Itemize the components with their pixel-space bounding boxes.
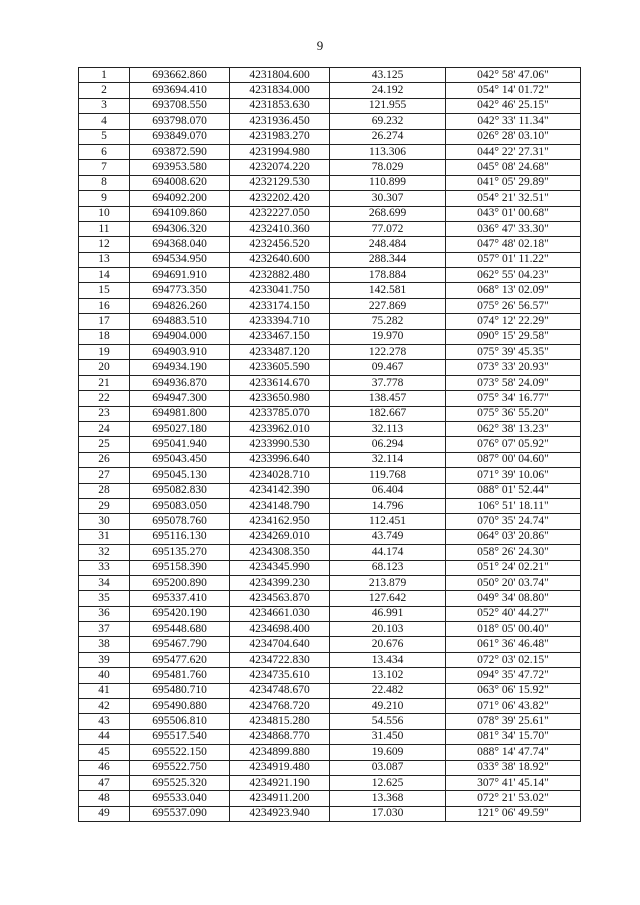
distance-cell: 22.482 bbox=[330, 683, 446, 698]
bearing-cell: 018° 05' 00.40" bbox=[446, 622, 581, 637]
x-coordinate-cell: 695522.750 bbox=[130, 760, 230, 775]
bearing-cell: 047° 48' 02.18" bbox=[446, 237, 581, 252]
point-number-cell: 3 bbox=[79, 98, 130, 113]
distance-cell: 119.768 bbox=[330, 468, 446, 483]
y-coordinate-cell: 4234148.790 bbox=[230, 498, 330, 513]
coordinates-table bbox=[78, 67, 581, 822]
x-coordinate-cell: 695078.760 bbox=[130, 514, 230, 529]
point-number-cell: 34 bbox=[79, 575, 130, 590]
x-coordinate-cell: 695043.450 bbox=[130, 452, 230, 467]
bearing-cell: 045° 08' 24.68" bbox=[446, 160, 581, 175]
y-coordinate-cell: 4233962.010 bbox=[230, 421, 330, 436]
point-number-cell: 14 bbox=[79, 268, 130, 283]
table-row bbox=[79, 714, 581, 729]
bearing-cell: 041° 05' 29.89" bbox=[446, 175, 581, 190]
y-coordinate-cell: 4233785.070 bbox=[230, 406, 330, 421]
bearing-cell: 075° 34' 16.77" bbox=[446, 391, 581, 406]
distance-cell: 24.192 bbox=[330, 83, 446, 98]
point-number-cell: 21 bbox=[79, 375, 130, 390]
bearing-cell: 049° 34' 08.80" bbox=[446, 591, 581, 606]
y-coordinate-cell: 4232074.220 bbox=[230, 160, 330, 175]
point-number-cell: 15 bbox=[79, 283, 130, 298]
bearing-cell: 075° 36' 55.20" bbox=[446, 406, 581, 421]
point-number-cell: 10 bbox=[79, 206, 130, 221]
y-coordinate-cell: 4231804.600 bbox=[230, 68, 330, 83]
x-coordinate-cell: 695158.390 bbox=[130, 560, 230, 575]
x-coordinate-cell: 695337.410 bbox=[130, 591, 230, 606]
page-number: 9 bbox=[316, 38, 324, 53]
bearing-cell: 078° 39' 25.61" bbox=[446, 714, 581, 729]
point-number-cell: 47 bbox=[79, 775, 130, 790]
bearing-cell: 054° 14' 01.72" bbox=[446, 83, 581, 98]
distance-cell: 19.970 bbox=[330, 329, 446, 344]
distance-cell: 20.676 bbox=[330, 637, 446, 652]
y-coordinate-cell: 4232227.050 bbox=[230, 206, 330, 221]
bearing-cell: 043° 01' 00.68" bbox=[446, 206, 581, 221]
y-coordinate-cell: 4233614.670 bbox=[230, 375, 330, 390]
y-coordinate-cell: 4234923.940 bbox=[230, 806, 330, 821]
table-row bbox=[79, 745, 581, 760]
point-number-cell: 49 bbox=[79, 806, 130, 821]
table-row bbox=[79, 545, 581, 560]
point-number-cell: 18 bbox=[79, 329, 130, 344]
point-number-cell: 13 bbox=[79, 252, 130, 267]
y-coordinate-cell: 4232410.360 bbox=[230, 221, 330, 236]
distance-cell: 49.210 bbox=[330, 699, 446, 714]
y-coordinate-cell: 4234661.030 bbox=[230, 606, 330, 621]
table-row bbox=[79, 114, 581, 129]
distance-cell: 31.450 bbox=[330, 729, 446, 744]
bearing-cell: 050° 20' 03.74" bbox=[446, 575, 581, 590]
bearing-cell: 075° 26' 56.57" bbox=[446, 298, 581, 313]
bearing-cell: 088° 01' 52.44" bbox=[446, 483, 581, 498]
table-row bbox=[79, 729, 581, 744]
y-coordinate-cell: 4231936.450 bbox=[230, 114, 330, 129]
x-coordinate-cell: 693849.070 bbox=[130, 129, 230, 144]
table-row bbox=[79, 252, 581, 267]
y-coordinate-cell: 4232640.600 bbox=[230, 252, 330, 267]
x-coordinate-cell: 694981.800 bbox=[130, 406, 230, 421]
point-number-cell: 27 bbox=[79, 468, 130, 483]
x-coordinate-cell: 694691.910 bbox=[130, 268, 230, 283]
distance-cell: 127.642 bbox=[330, 591, 446, 606]
point-number-cell: 32 bbox=[79, 545, 130, 560]
x-coordinate-cell: 694934.190 bbox=[130, 360, 230, 375]
bearing-cell: 070° 35' 24.74" bbox=[446, 514, 581, 529]
x-coordinate-cell: 694936.870 bbox=[130, 375, 230, 390]
table-row bbox=[79, 314, 581, 329]
table-row bbox=[79, 622, 581, 637]
bearing-cell: 088° 14' 47.74" bbox=[446, 745, 581, 760]
bearing-cell: 033° 38' 18.92" bbox=[446, 760, 581, 775]
y-coordinate-cell: 4233990.530 bbox=[230, 437, 330, 452]
point-number-cell: 16 bbox=[79, 298, 130, 313]
y-coordinate-cell: 4234748.670 bbox=[230, 683, 330, 698]
point-number-cell: 19 bbox=[79, 345, 130, 360]
table-row bbox=[79, 129, 581, 144]
table-row bbox=[79, 175, 581, 190]
table-row bbox=[79, 191, 581, 206]
point-number-cell: 17 bbox=[79, 314, 130, 329]
distance-cell: 13.368 bbox=[330, 791, 446, 806]
x-coordinate-cell: 695027.180 bbox=[130, 421, 230, 436]
table-row bbox=[79, 699, 581, 714]
distance-cell: 112.451 bbox=[330, 514, 446, 529]
table-row bbox=[79, 606, 581, 621]
distance-cell: 13.102 bbox=[330, 668, 446, 683]
table-row bbox=[79, 652, 581, 667]
point-number-cell: 20 bbox=[79, 360, 130, 375]
distance-cell: 78.029 bbox=[330, 160, 446, 175]
bearing-cell: 121° 06' 49.59" bbox=[446, 806, 581, 821]
x-coordinate-cell: 694008.620 bbox=[130, 175, 230, 190]
y-coordinate-cell: 4233487.120 bbox=[230, 345, 330, 360]
point-number-cell: 42 bbox=[79, 699, 130, 714]
table-row bbox=[79, 560, 581, 575]
distance-cell: 03.087 bbox=[330, 760, 446, 775]
bearing-cell: 058° 26' 24.30" bbox=[446, 545, 581, 560]
distance-cell: 75.282 bbox=[330, 314, 446, 329]
distance-cell: 69.232 bbox=[330, 114, 446, 129]
point-number-cell: 33 bbox=[79, 560, 130, 575]
x-coordinate-cell: 695135.270 bbox=[130, 545, 230, 560]
y-coordinate-cell: 4234399.230 bbox=[230, 575, 330, 590]
bearing-cell: 072° 21' 53.02" bbox=[446, 791, 581, 806]
distance-cell: 288.344 bbox=[330, 252, 446, 267]
bearing-cell: 042° 33' 11.34" bbox=[446, 114, 581, 129]
bearing-cell: 081° 34' 15.70" bbox=[446, 729, 581, 744]
x-coordinate-cell: 693953.580 bbox=[130, 160, 230, 175]
x-coordinate-cell: 695533.040 bbox=[130, 791, 230, 806]
point-number-cell: 9 bbox=[79, 191, 130, 206]
point-number-cell: 25 bbox=[79, 437, 130, 452]
point-number-cell: 12 bbox=[79, 237, 130, 252]
point-number-cell: 22 bbox=[79, 391, 130, 406]
table-row bbox=[79, 668, 581, 683]
point-number-cell: 35 bbox=[79, 591, 130, 606]
table-row bbox=[79, 483, 581, 498]
y-coordinate-cell: 4232456.520 bbox=[230, 237, 330, 252]
x-coordinate-cell: 694368.040 bbox=[130, 237, 230, 252]
y-coordinate-cell: 4234308.350 bbox=[230, 545, 330, 560]
table-row bbox=[79, 68, 581, 83]
x-coordinate-cell: 695490.880 bbox=[130, 699, 230, 714]
y-coordinate-cell: 4234768.720 bbox=[230, 699, 330, 714]
bearing-cell: 106° 51' 18.11" bbox=[446, 498, 581, 513]
x-coordinate-cell: 694826.260 bbox=[130, 298, 230, 313]
y-coordinate-cell: 4234698.400 bbox=[230, 622, 330, 637]
bearing-cell: 061° 36' 46.48" bbox=[446, 637, 581, 652]
y-coordinate-cell: 4231983.270 bbox=[230, 129, 330, 144]
x-coordinate-cell: 693872.590 bbox=[130, 144, 230, 159]
table-row bbox=[79, 575, 581, 590]
y-coordinate-cell: 4233605.590 bbox=[230, 360, 330, 375]
point-number-cell: 24 bbox=[79, 421, 130, 436]
point-number-cell: 8 bbox=[79, 175, 130, 190]
table-row bbox=[79, 83, 581, 98]
x-coordinate-cell: 695082.830 bbox=[130, 483, 230, 498]
bearing-cell: 054° 21' 32.51" bbox=[446, 191, 581, 206]
table-row bbox=[79, 760, 581, 775]
x-coordinate-cell: 695517.540 bbox=[130, 729, 230, 744]
table-row bbox=[79, 468, 581, 483]
table-row bbox=[79, 268, 581, 283]
x-coordinate-cell: 695525.320 bbox=[130, 775, 230, 790]
bearing-cell: 071° 06' 43.82" bbox=[446, 699, 581, 714]
table-row bbox=[79, 375, 581, 390]
y-coordinate-cell: 4234815.280 bbox=[230, 714, 330, 729]
point-number-cell: 7 bbox=[79, 160, 130, 175]
distance-cell: 12.625 bbox=[330, 775, 446, 790]
point-number-cell: 38 bbox=[79, 637, 130, 652]
distance-cell: 178.884 bbox=[330, 268, 446, 283]
point-number-cell: 40 bbox=[79, 668, 130, 683]
x-coordinate-cell: 695467.790 bbox=[130, 637, 230, 652]
bearing-cell: 074° 12' 22.29" bbox=[446, 314, 581, 329]
bearing-cell: 042° 46' 25.15" bbox=[446, 98, 581, 113]
bearing-cell: 307° 41' 45.14" bbox=[446, 775, 581, 790]
bearing-cell: 076° 07' 05.92" bbox=[446, 437, 581, 452]
distance-cell: 09.467 bbox=[330, 360, 446, 375]
y-coordinate-cell: 4233041.750 bbox=[230, 283, 330, 298]
distance-cell: 13.434 bbox=[330, 652, 446, 667]
x-coordinate-cell: 693798.070 bbox=[130, 114, 230, 129]
table-row bbox=[79, 452, 581, 467]
bearing-cell: 057° 01' 11.22" bbox=[446, 252, 581, 267]
table-row bbox=[79, 514, 581, 529]
point-number-cell: 11 bbox=[79, 221, 130, 236]
x-coordinate-cell: 695480.710 bbox=[130, 683, 230, 698]
point-number-cell: 41 bbox=[79, 683, 130, 698]
point-number-cell: 44 bbox=[79, 729, 130, 744]
distance-cell: 121.955 bbox=[330, 98, 446, 113]
x-coordinate-cell: 695200.890 bbox=[130, 575, 230, 590]
x-coordinate-cell: 693694.410 bbox=[130, 83, 230, 98]
y-coordinate-cell: 4234921.190 bbox=[230, 775, 330, 790]
y-coordinate-cell: 4234735.610 bbox=[230, 668, 330, 683]
y-coordinate-cell: 4233650.980 bbox=[230, 391, 330, 406]
distance-cell: 32.113 bbox=[330, 421, 446, 436]
x-coordinate-cell: 695420.190 bbox=[130, 606, 230, 621]
distance-cell: 213.879 bbox=[330, 575, 446, 590]
distance-cell: 142.581 bbox=[330, 283, 446, 298]
distance-cell: 26.274 bbox=[330, 129, 446, 144]
y-coordinate-cell: 4234563.870 bbox=[230, 591, 330, 606]
x-coordinate-cell: 695448.680 bbox=[130, 622, 230, 637]
table-row bbox=[79, 637, 581, 652]
y-coordinate-cell: 4232882.480 bbox=[230, 268, 330, 283]
table-row bbox=[79, 283, 581, 298]
point-number-cell: 2 bbox=[79, 83, 130, 98]
point-number-cell: 37 bbox=[79, 622, 130, 637]
point-number-cell: 46 bbox=[79, 760, 130, 775]
distance-cell: 20.103 bbox=[330, 622, 446, 637]
distance-cell: 37.778 bbox=[330, 375, 446, 390]
point-number-cell: 39 bbox=[79, 652, 130, 667]
table-row bbox=[79, 391, 581, 406]
table-row bbox=[79, 791, 581, 806]
table-row bbox=[79, 98, 581, 113]
bearing-cell: 094° 35' 47.72" bbox=[446, 668, 581, 683]
point-number-cell: 1 bbox=[79, 68, 130, 83]
table-row bbox=[79, 806, 581, 821]
distance-cell: 14.796 bbox=[330, 498, 446, 513]
x-coordinate-cell: 694534.950 bbox=[130, 252, 230, 267]
y-coordinate-cell: 4231834.000 bbox=[230, 83, 330, 98]
distance-cell: 138.457 bbox=[330, 391, 446, 406]
distance-cell: 19.609 bbox=[330, 745, 446, 760]
point-number-cell: 5 bbox=[79, 129, 130, 144]
bearing-cell: 071° 39' 10.06" bbox=[446, 468, 581, 483]
x-coordinate-cell: 695045.130 bbox=[130, 468, 230, 483]
table-row bbox=[79, 221, 581, 236]
x-coordinate-cell: 694904.000 bbox=[130, 329, 230, 344]
y-coordinate-cell: 4234911.200 bbox=[230, 791, 330, 806]
y-coordinate-cell: 4234899.880 bbox=[230, 745, 330, 760]
table-row bbox=[79, 206, 581, 221]
table-row bbox=[79, 406, 581, 421]
distance-cell: 227.869 bbox=[330, 298, 446, 313]
x-coordinate-cell: 695041.940 bbox=[130, 437, 230, 452]
point-number-cell: 31 bbox=[79, 529, 130, 544]
y-coordinate-cell: 4233174.150 bbox=[230, 298, 330, 313]
bearing-cell: 073° 58' 24.09" bbox=[446, 375, 581, 390]
point-number-cell: 23 bbox=[79, 406, 130, 421]
bearing-cell: 026° 28' 03.10" bbox=[446, 129, 581, 144]
coordinates-table-body bbox=[79, 68, 581, 822]
bearing-cell: 068° 13' 02.09" bbox=[446, 283, 581, 298]
distance-cell: 54.556 bbox=[330, 714, 446, 729]
y-coordinate-cell: 4231994.980 bbox=[230, 144, 330, 159]
x-coordinate-cell: 694306.320 bbox=[130, 221, 230, 236]
y-coordinate-cell: 4234028.710 bbox=[230, 468, 330, 483]
x-coordinate-cell: 694903.910 bbox=[130, 345, 230, 360]
distance-cell: 68.123 bbox=[330, 560, 446, 575]
distance-cell: 17.030 bbox=[330, 806, 446, 821]
table-row bbox=[79, 683, 581, 698]
table-row bbox=[79, 437, 581, 452]
bearing-cell: 075° 39' 45.35" bbox=[446, 345, 581, 360]
bearing-cell: 062° 38' 13.23" bbox=[446, 421, 581, 436]
y-coordinate-cell: 4231853.630 bbox=[230, 98, 330, 113]
point-number-cell: 4 bbox=[79, 114, 130, 129]
x-coordinate-cell: 695083.050 bbox=[130, 498, 230, 513]
y-coordinate-cell: 4234868.770 bbox=[230, 729, 330, 744]
distance-cell: 248.484 bbox=[330, 237, 446, 252]
x-coordinate-cell: 695477.620 bbox=[130, 652, 230, 667]
bearing-cell: 042° 58' 47.06" bbox=[446, 68, 581, 83]
table-row bbox=[79, 360, 581, 375]
table-row bbox=[79, 144, 581, 159]
distance-cell: 113.306 bbox=[330, 144, 446, 159]
bearing-cell: 036° 47' 33.30" bbox=[446, 221, 581, 236]
distance-cell: 44.174 bbox=[330, 545, 446, 560]
bearing-cell: 052° 40' 44.27" bbox=[446, 606, 581, 621]
bearing-cell: 064° 03' 20.86" bbox=[446, 529, 581, 544]
table-row bbox=[79, 775, 581, 790]
distance-cell: 122.278 bbox=[330, 345, 446, 360]
x-coordinate-cell: 694092.200 bbox=[130, 191, 230, 206]
y-coordinate-cell: 4233467.150 bbox=[230, 329, 330, 344]
distance-cell: 46.991 bbox=[330, 606, 446, 621]
x-coordinate-cell: 693662.860 bbox=[130, 68, 230, 83]
y-coordinate-cell: 4234269.010 bbox=[230, 529, 330, 544]
x-coordinate-cell: 695481.760 bbox=[130, 668, 230, 683]
distance-cell: 43.749 bbox=[330, 529, 446, 544]
distance-cell: 06.294 bbox=[330, 437, 446, 452]
table-row bbox=[79, 498, 581, 513]
x-coordinate-cell: 695522.150 bbox=[130, 745, 230, 760]
x-coordinate-cell: 693708.550 bbox=[130, 98, 230, 113]
y-coordinate-cell: 4232129.530 bbox=[230, 175, 330, 190]
point-number-cell: 28 bbox=[79, 483, 130, 498]
distance-cell: 06.404 bbox=[330, 483, 446, 498]
distance-cell: 77.072 bbox=[330, 221, 446, 236]
table-row bbox=[79, 329, 581, 344]
y-coordinate-cell: 4234345.990 bbox=[230, 560, 330, 575]
distance-cell: 268.699 bbox=[330, 206, 446, 221]
x-coordinate-cell: 695537.090 bbox=[130, 806, 230, 821]
table-row bbox=[79, 345, 581, 360]
point-number-cell: 26 bbox=[79, 452, 130, 467]
distance-cell: 30.307 bbox=[330, 191, 446, 206]
y-coordinate-cell: 4232202.420 bbox=[230, 191, 330, 206]
y-coordinate-cell: 4234142.390 bbox=[230, 483, 330, 498]
distance-cell: 182.667 bbox=[330, 406, 446, 421]
y-coordinate-cell: 4234919.480 bbox=[230, 760, 330, 775]
bearing-cell: 090° 15' 29.58" bbox=[446, 329, 581, 344]
y-coordinate-cell: 4233996.640 bbox=[230, 452, 330, 467]
y-coordinate-cell: 4234162.950 bbox=[230, 514, 330, 529]
point-number-cell: 36 bbox=[79, 606, 130, 621]
table-row bbox=[79, 591, 581, 606]
y-coordinate-cell: 4233394.710 bbox=[230, 314, 330, 329]
x-coordinate-cell: 695116.130 bbox=[130, 529, 230, 544]
table-row bbox=[79, 160, 581, 175]
table-row bbox=[79, 237, 581, 252]
distance-cell: 32.114 bbox=[330, 452, 446, 467]
distance-cell: 43.125 bbox=[330, 68, 446, 83]
bearing-cell: 087° 00' 04.60" bbox=[446, 452, 581, 467]
point-number-cell: 43 bbox=[79, 714, 130, 729]
bearing-cell: 073° 33' 20.93" bbox=[446, 360, 581, 375]
y-coordinate-cell: 4234704.640 bbox=[230, 637, 330, 652]
y-coordinate-cell: 4234722.830 bbox=[230, 652, 330, 667]
point-number-cell: 48 bbox=[79, 791, 130, 806]
bearing-cell: 072° 03' 02.15" bbox=[446, 652, 581, 667]
bearing-cell: 044° 22' 27.31" bbox=[446, 144, 581, 159]
x-coordinate-cell: 695506.810 bbox=[130, 714, 230, 729]
bearing-cell: 062° 55' 04.23" bbox=[446, 268, 581, 283]
bearing-cell: 051° 24' 02.21" bbox=[446, 560, 581, 575]
distance-cell: 110.899 bbox=[330, 175, 446, 190]
x-coordinate-cell: 694773.350 bbox=[130, 283, 230, 298]
bearing-cell: 063° 06' 15.92" bbox=[446, 683, 581, 698]
x-coordinate-cell: 694883.510 bbox=[130, 314, 230, 329]
point-number-cell: 45 bbox=[79, 745, 130, 760]
point-number-cell: 6 bbox=[79, 144, 130, 159]
point-number-cell: 30 bbox=[79, 514, 130, 529]
table-row bbox=[79, 529, 581, 544]
point-number-cell: 29 bbox=[79, 498, 130, 513]
table-row bbox=[79, 421, 581, 436]
x-coordinate-cell: 694109.860 bbox=[130, 206, 230, 221]
table-row bbox=[79, 298, 581, 313]
x-coordinate-cell: 694947.300 bbox=[130, 391, 230, 406]
